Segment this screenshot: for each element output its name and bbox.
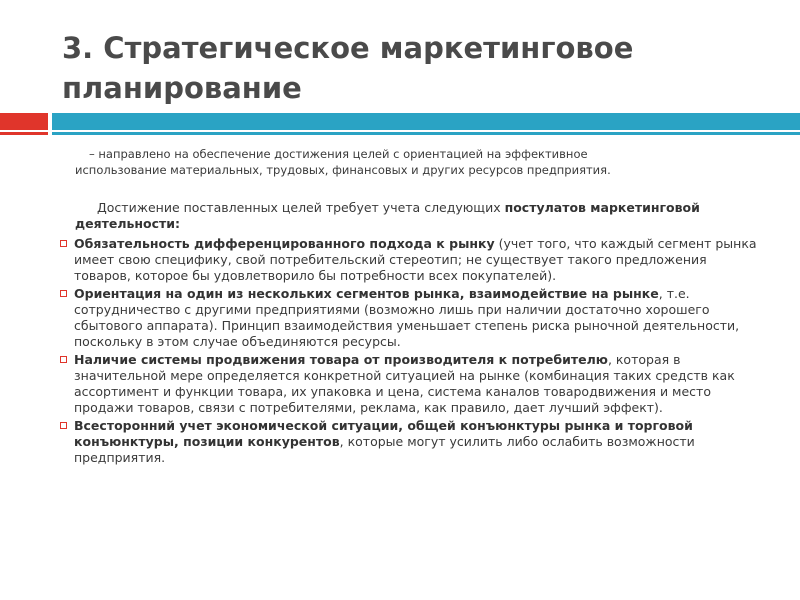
lead-text: Достижение поставленных целей требует учета следующих (97, 200, 505, 215)
list-item (60, 286, 760, 350)
lead-paragraph (75, 200, 755, 232)
list-item-text: , которая в значительной мере определяется конкретной ситуацией на рынке (комбинация таких средств как ассортимент и функции товара, их упаковка и цена, система каналов товародвижения и место продажи товаров, связи с потребителями, реклама, как правило, дает лучший эффект). (74, 352, 735, 415)
intro-line-1: – направлено на обеспечение достижения целей с ориентацией на эффективное (89, 147, 588, 161)
intro-paragraph (75, 146, 755, 178)
list-item (60, 236, 760, 284)
bullet-square-icon (60, 240, 67, 247)
list-item-bold: Всесторонний учет экономической ситуации, общей конъюнктуры рынка и торговой конъюнктуры, позиции конкурентов (74, 418, 693, 449)
list-item-text: , т.е. сотрудничество с другими предприятиями (возможно лишь при наличии достаточно хорошего сбытового аппарата). Принцип взаимодействия уменьшает степень риска рыночной деятельности, поскольку в этом случае объединяются ресурсы. (74, 286, 740, 349)
list-item-bold: Наличие системы продвижения товара от производителя к потребителю (74, 352, 608, 367)
bullet-square-icon (60, 422, 67, 429)
list-item-bold: Ориентация на один из нескольких сегментов рынка, взаимодействие на рынке (74, 286, 659, 301)
postulates-list (60, 236, 760, 468)
bullet-square-icon (60, 290, 67, 297)
accent-bar-blue-stripe (52, 130, 800, 132)
list-item (60, 418, 760, 466)
list-item-text: , которые могут усилить либо ослабить возможности предприятия. (74, 434, 695, 465)
slide-title: 3. Стратегическое маркетинговое планирование (62, 31, 634, 105)
list-item (60, 352, 760, 416)
lead-bold-text: постулатов маркетинговой деятельности: (75, 200, 700, 231)
list-item-bold: Обязательность дифференцированного подхода к рынку (74, 236, 495, 251)
intro-line-2: использование материальных, трудовых, финансовых и других ресурсов предприятия. (75, 163, 611, 177)
bullet-square-icon (60, 356, 67, 363)
list-item-text: (учет того, что каждый сегмент рынка имеет свою специфику, свой потребительский стереотип; не существует такого предложения товаров, которое бы удовлетворило бы потребности всех покупателей). (74, 236, 757, 283)
accent-bar-red-stripe (0, 130, 48, 132)
